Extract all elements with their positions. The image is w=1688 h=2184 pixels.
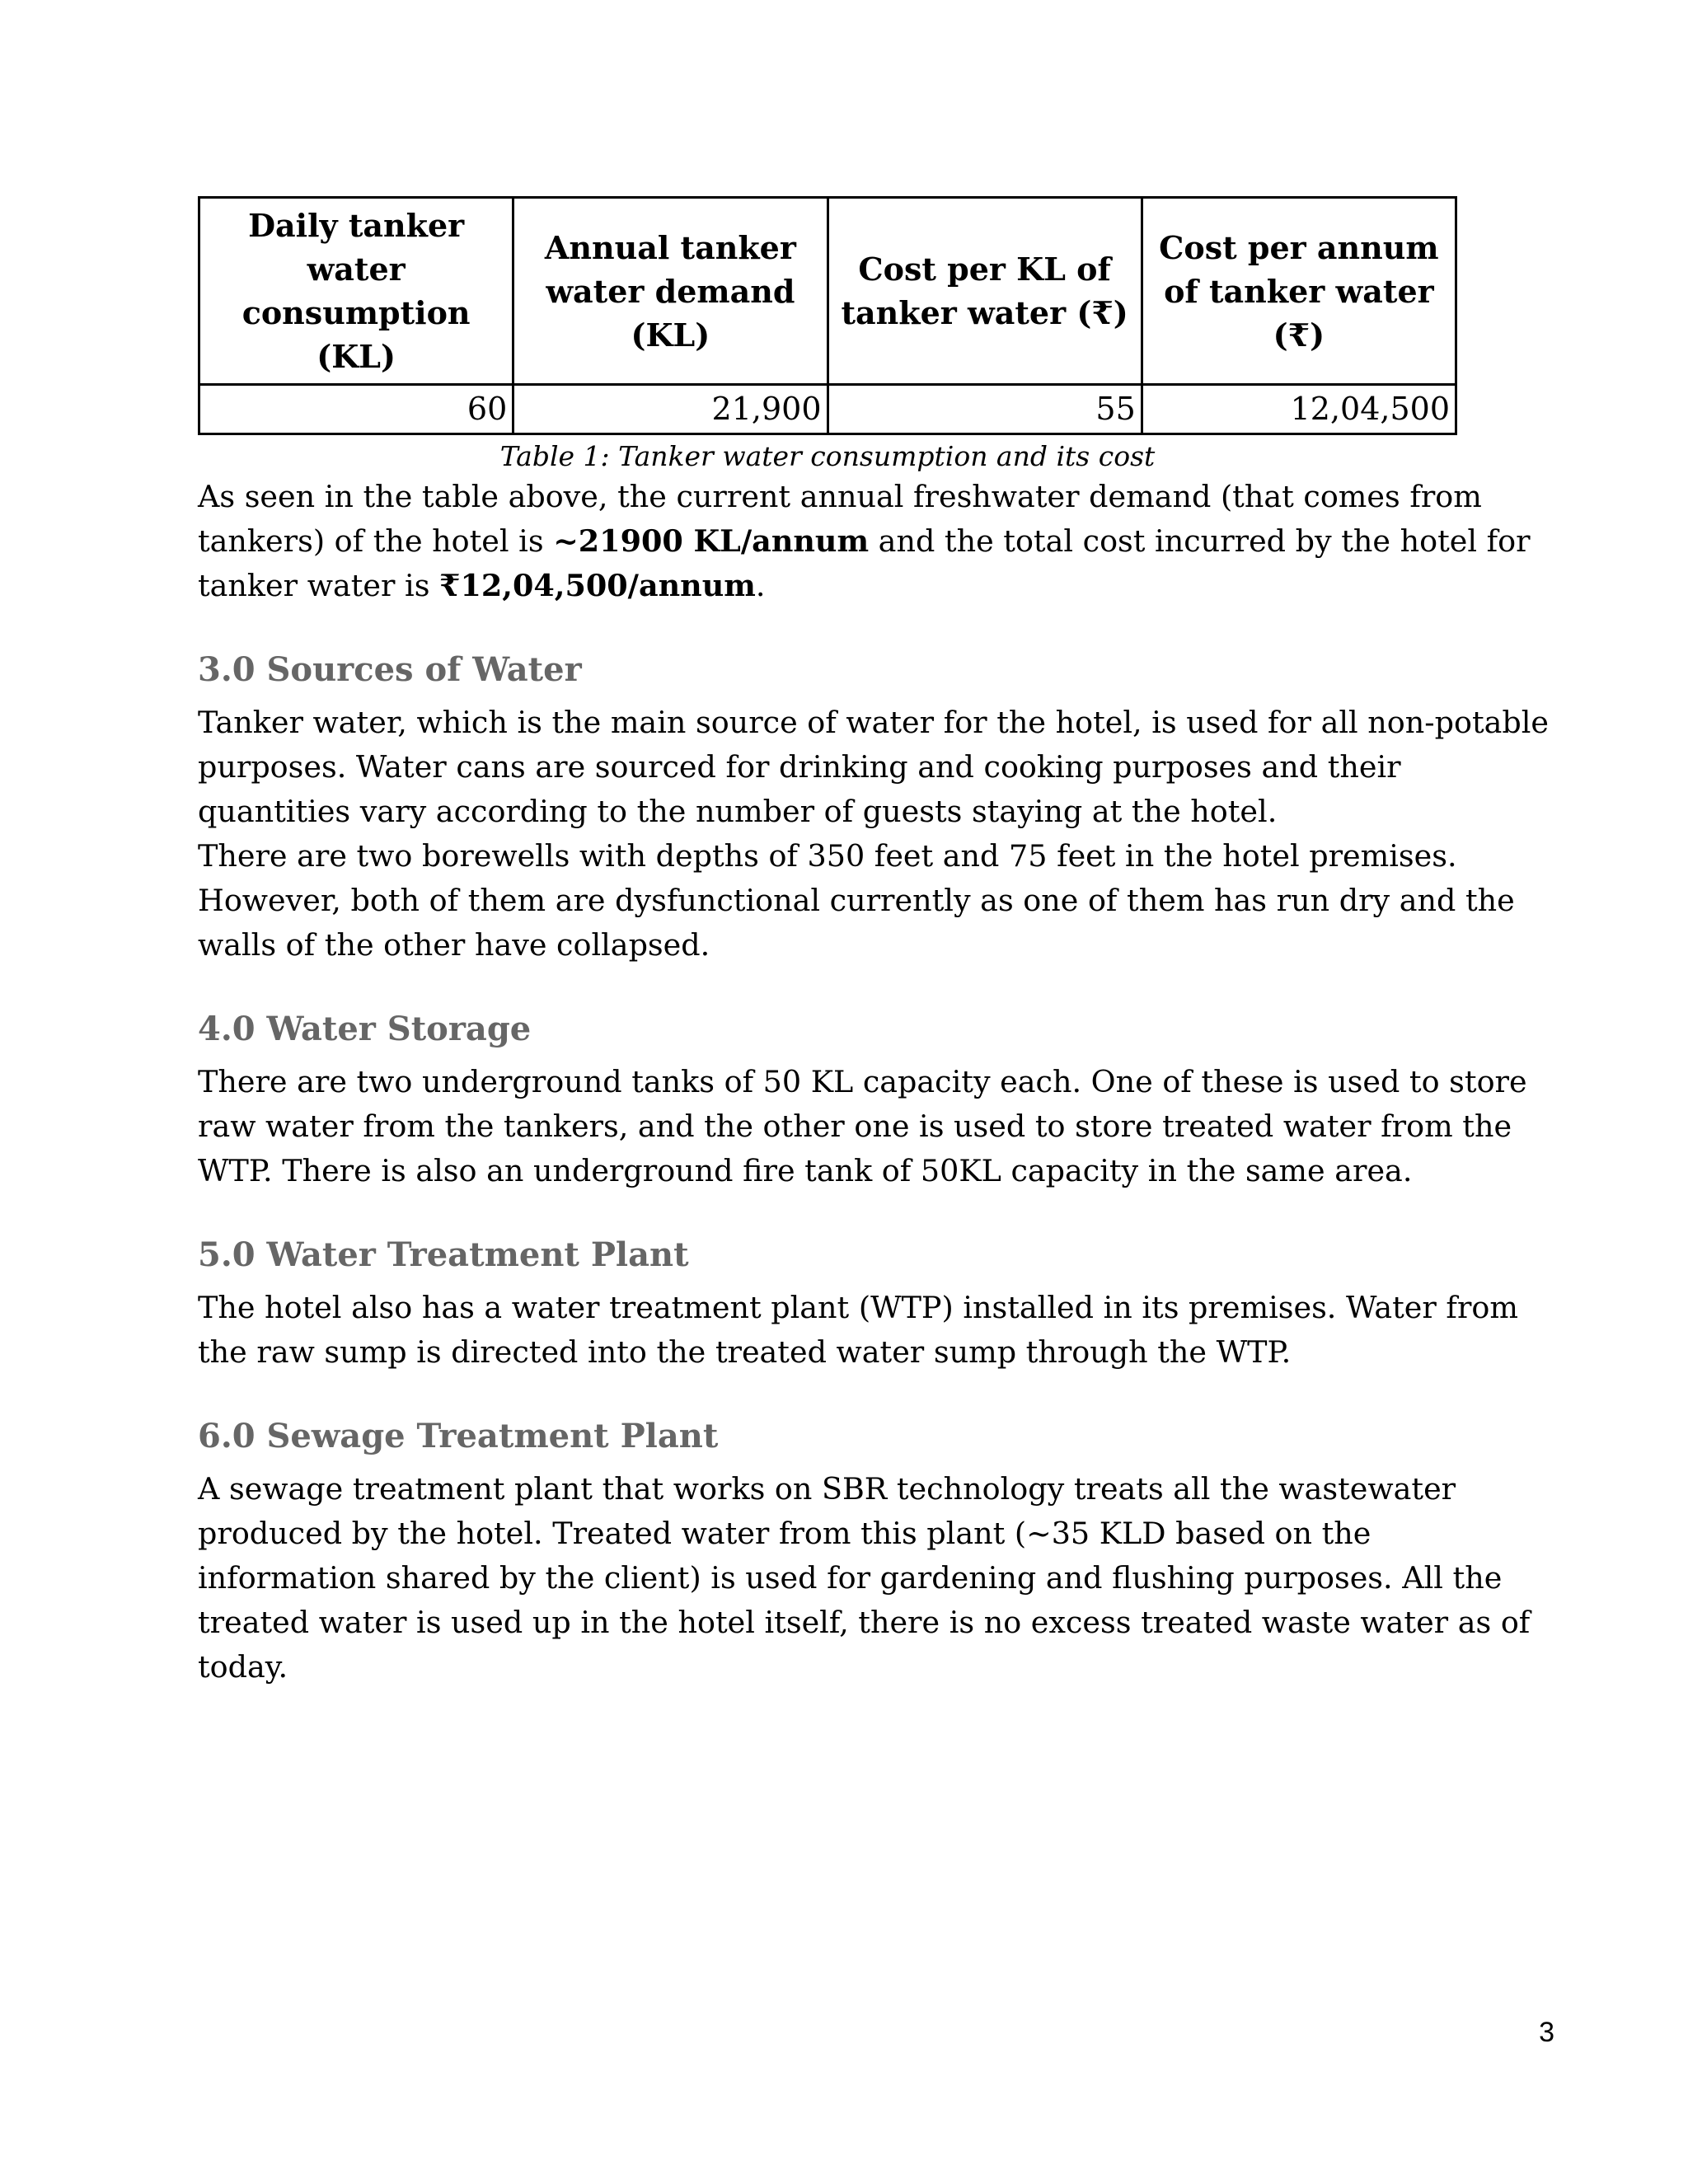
table-header-cell: Annual tanker water demand (KL) xyxy=(513,198,828,385)
table-cell: 12,04,500 xyxy=(1142,385,1456,434)
tanker-cost-table xyxy=(198,196,1457,435)
table-row xyxy=(199,385,1456,434)
annual-cost-value: ₹12,04,500/annum xyxy=(439,568,756,603)
section-paragraph: There are two underground tanks of 50 KL capacity each. One of these is used to store raw water from the tankers, and the other one is used to store treated water from the WTP. There is also an underground fire tank of 50KL capacity in the same area. xyxy=(198,1064,1527,1188)
section-heading-wtp: 5.0 Water Treatment Plant xyxy=(198,1235,689,1274)
page-number: 3 xyxy=(1539,2017,1554,2048)
section-paragraph: The hotel also has a water treatment plant (WTP) installed in its premises. Water from the raw sump is directed into the treated water sump through the WTP. xyxy=(198,1290,1518,1370)
table-header-row xyxy=(199,198,1456,385)
annual-demand-value: ~21900 KL/annum xyxy=(553,523,870,559)
document-page xyxy=(198,196,1558,1690)
table-header-cell: Cost per annum of tanker water (₹) xyxy=(1142,198,1456,385)
section-paragraph: There are two borewells with depths of 350 feet and 75 feet in the hotel premises. However, both of them are dysfunctional currently as one of them has run dry and the walls of the other have collapsed. xyxy=(198,838,1515,963)
section-heading-stp: 6.0 Sewage Treatment Plant xyxy=(198,1417,719,1455)
intro-text: . xyxy=(755,568,766,603)
intro-text: As seen in the table above, the current annual freshwater demand (that comes from tankers) of the hotel is xyxy=(198,479,1482,559)
table-header-cell: Cost per KL of tanker water (₹) xyxy=(828,198,1142,385)
table-cell: 55 xyxy=(828,385,1142,434)
section-heading-sources: 3.0 Sources of Water xyxy=(198,650,582,689)
table-cell: 21,900 xyxy=(513,385,828,434)
intro-text: and the total cost incurred by the hotel for tanker water is xyxy=(198,523,1531,603)
table-cell: 60 xyxy=(199,385,513,434)
table-caption: Table 1: Tanker water consumption and its cost xyxy=(499,440,1156,472)
intro-paragraph xyxy=(198,475,1558,608)
section-paragraph: Tanker water, which is the main source of water for the hotel, is used for all non-potable purposes. Water cans are sourced for drinking and cooking purposes and their quantities vary according to the number of guests staying at the hotel. xyxy=(198,705,1550,829)
section-heading-storage: 4.0 Water Storage xyxy=(198,1010,532,1048)
table-header-cell: Daily tanker water consumption (KL) xyxy=(199,198,513,385)
section-paragraph: A sewage treatment plant that works on SBR technology treats all the wastewater produced by the hotel. Treated water from this plant (~35 KLD based on the information shared by the client) is used for gardening and flushing purposes. All the treated water is used up in the hotel itself, there is no excess treated waste water as of today. xyxy=(198,1471,1531,1685)
